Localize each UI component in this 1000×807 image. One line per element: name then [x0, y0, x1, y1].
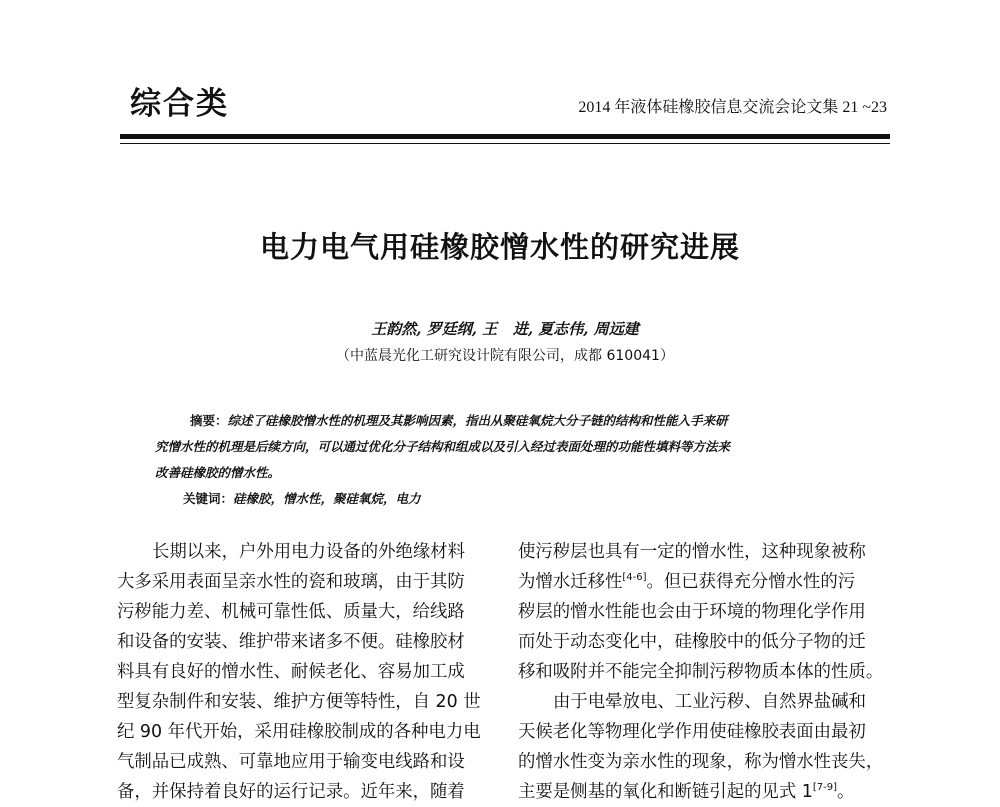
body-text: 为憎水迁移性 [518, 572, 623, 592]
body-line: 型复杂制件和安装、维护方便等特性，自 20 世 [117, 692, 481, 712]
abstract-line: 究憎水性的机理是后续方向，可以通过优化分子结构和组成以及引入经过表面处理的功能性填料等方法来 [155, 439, 731, 454]
body-column-right [518, 537, 898, 807]
body-line: 天候老化等物理化学作用使硅橡胶表面由最初 [518, 722, 866, 742]
abstract [155, 408, 855, 512]
abstract-text: 综述了硅橡胶憎水性的机理及其影响因素，指出从聚硅氧烷大分子链的结构和性能入手来研 [227, 413, 728, 428]
body-line: 大多采用表面呈亲水性的瓷和玻璃，由于其防 [117, 572, 465, 592]
affiliation: （中蓝晨光化工研究设计院有限公司，成都 610041） [336, 348, 674, 364]
body-line: 料具有良好的憎水性、耐候老化、容易加工成 [117, 662, 465, 682]
keywords-line [155, 486, 855, 512]
abstract-line: 改善硅橡胶的憎水性。 [155, 465, 281, 480]
citation-ref[interactable]: [4-6] [622, 572, 647, 583]
body-line: 和设备的安装、维护带来诸多不便。硅橡胶材 [117, 632, 465, 652]
body-line: 污秽能力差、机械可靠性低、质量大，给线路 [117, 602, 465, 622]
body-line [518, 567, 898, 597]
paper-title: 电力电气用硅橡胶憎水性的研究进展 [259, 230, 740, 264]
body-line: 而处于动态变化中，硅橡胶中的低分子物的迁 [518, 632, 866, 652]
body-line: 使污秽层也具有一定的憎水性，这种现象被称 [518, 542, 866, 562]
journal-info: 2014 年液体硅橡胶信息交流会论文集 21 ~23 [578, 99, 887, 116]
keywords-label: 关键词： [183, 491, 234, 506]
body-text: 主要是侧基的氧化和断链引起的见式 1 [518, 782, 813, 802]
keywords-text: 硅橡胶，憎水性，聚硅氧烷，电力 [233, 491, 421, 506]
body-line: 移和吸附并不能完全抑制污秽物质本体的性质。 [518, 662, 884, 682]
body-line: 秽层的憎水性能也会由于环境的物理化学作用 [518, 602, 866, 622]
body-line: 的憎水性变为亲水性的现象，称为憎水性丧失， [518, 752, 884, 772]
body-line: 气制品已成熟、可靠地应用于输变电线路和设 [117, 752, 465, 772]
header-rule-thin [120, 143, 890, 144]
body-text: 。但已获得充分憎水性的污 [646, 572, 856, 592]
authors: 王韵然, 罗廷纲, 王 进, 夏志伟, 周远建 [371, 320, 639, 338]
body-text: 。 [837, 782, 855, 802]
header-rule-thick [120, 134, 890, 139]
citation-ref[interactable]: [7-9] [812, 782, 837, 793]
body-line: 备，并保持着良好的运行记录。近年来，随着 [117, 782, 465, 802]
body-line: 长期以来，户外用电力设备的外绝缘材料 [152, 542, 466, 562]
body-line [518, 777, 898, 807]
body-column-left [117, 537, 497, 807]
abstract-label: 摘要： [190, 413, 228, 428]
abstract-line [155, 408, 855, 434]
section-label: 综合类 [130, 86, 229, 122]
body-line: 由于电晕放电、工业污秽、自然界盐碱和 [553, 692, 867, 712]
body-line: 纪 90 年代开始，采用硅橡胶制成的各种电力电 [117, 722, 481, 742]
